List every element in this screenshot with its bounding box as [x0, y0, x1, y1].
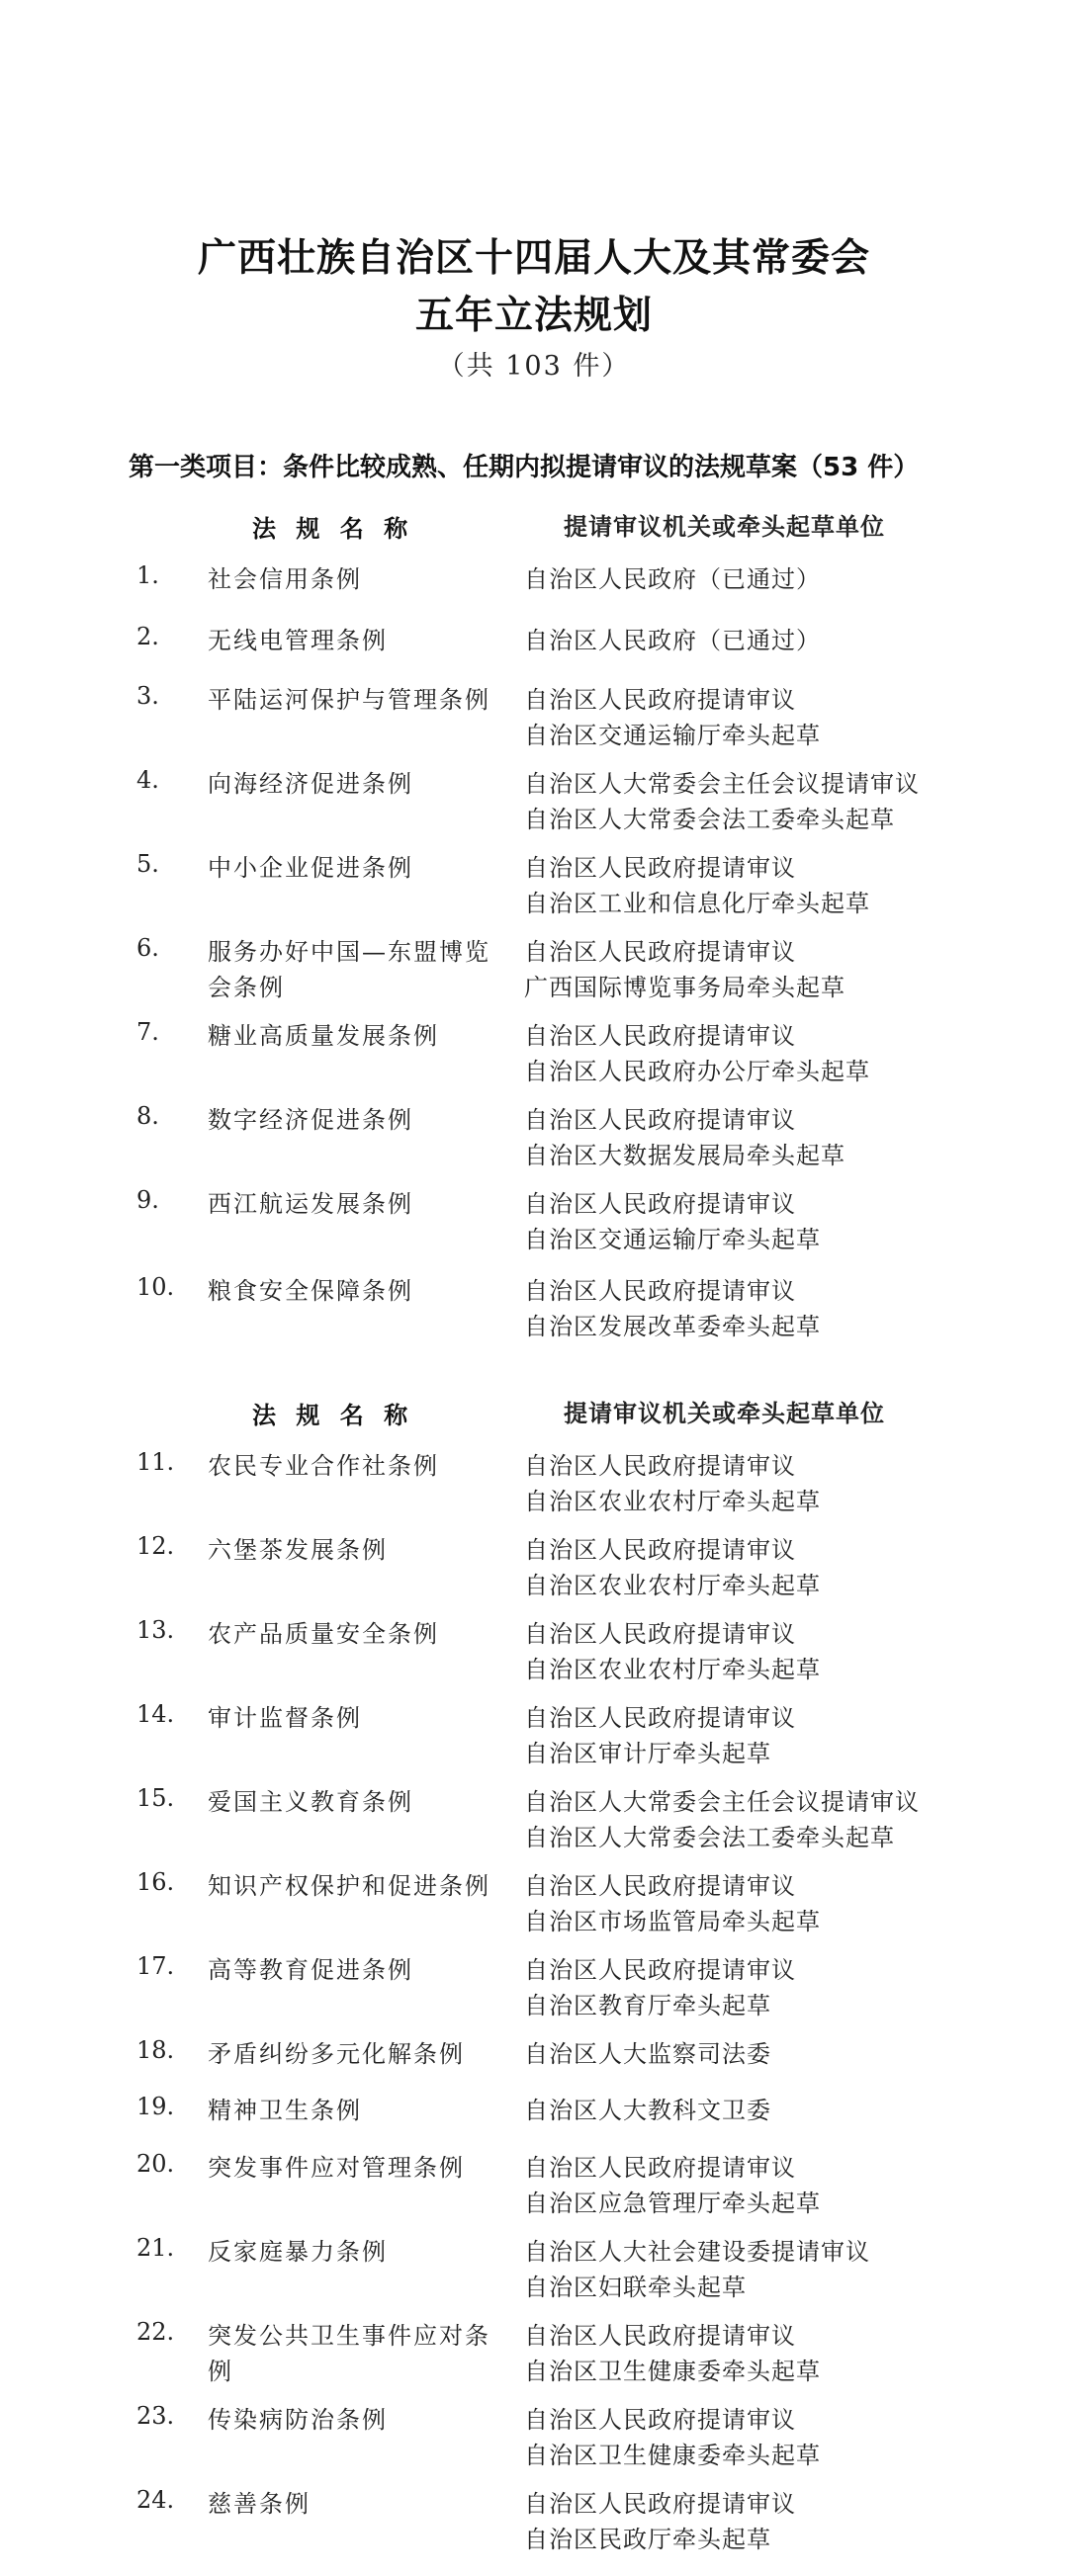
- unit-line: 自治区大数据发展局牵头起草: [524, 1142, 846, 1169]
- regulation-name: 农产品质量安全条例: [208, 1620, 439, 1648]
- unit-line: 自治区人民政府提请审议: [524, 2490, 796, 2518]
- responsible-unit: [524, 682, 989, 753]
- regulation-name: 六堡茶发展条例: [208, 1536, 388, 1564]
- responsible-unit: [524, 850, 989, 921]
- unit-line: 自治区人民政府提请审议: [524, 938, 796, 966]
- column-header-unit-repeat: 提请审议机关或牵头起草单位: [564, 1400, 885, 1427]
- regulation-name: 反家庭暴力条例: [208, 2238, 388, 2266]
- responsible-unit: [524, 766, 989, 837]
- responsible-unit: [524, 2486, 989, 2557]
- unit-line: 自治区发展改革委牵头起草: [524, 1313, 821, 1340]
- unit-line: 自治区人民政府办公厅牵头起草: [524, 1058, 870, 1085]
- regulation-name: 服务办好中国—东盟博览会条例: [208, 938, 490, 1001]
- unit-line: 自治区人大社会建设委提请审议: [524, 2238, 870, 2266]
- item-number: 11.: [136, 1448, 175, 1476]
- item-number: 12.: [136, 1532, 175, 1560]
- regulation-name: 糖业高质量发展条例: [208, 1022, 439, 1050]
- responsible-unit: [524, 1273, 989, 1344]
- column-header-name: 法 规 名 称: [252, 515, 414, 543]
- unit-line: 自治区农业农村厅牵头起草: [524, 1488, 821, 1515]
- regulation-name: 平陆运河保护与管理条例: [208, 686, 490, 714]
- regulation-name: 粮食安全保障条例: [208, 1277, 413, 1305]
- responsible-unit: [524, 2318, 989, 2389]
- unit-line: 自治区人民政府提请审议: [524, 1452, 796, 1480]
- item-number: 8.: [136, 1102, 159, 1130]
- unit-line: 自治区人大常委会主任会议提请审议: [524, 770, 920, 798]
- item-number: 16.: [136, 1868, 175, 1896]
- unit-line: 自治区人大常委会法工委牵头起草: [524, 1824, 895, 1851]
- responsible-unit: [524, 1952, 989, 2023]
- item-number: 21.: [136, 2234, 175, 2262]
- responsible-unit: [524, 1868, 989, 1939]
- regulation-name: 爱国主义教育条例: [208, 1788, 413, 1816]
- responsible-unit: [524, 1700, 989, 1771]
- responsible-unit: [524, 2093, 989, 2128]
- unit-line: 自治区农业农村厅牵头起草: [524, 1572, 821, 1599]
- responsible-unit: [524, 1784, 989, 1855]
- unit-line: 自治区应急管理厅牵头起草: [524, 2190, 821, 2217]
- unit-line: 自治区人民政府提请审议: [524, 1106, 796, 1134]
- unit-line: 自治区人民政府提请审议: [524, 1190, 796, 1218]
- unit-line: 自治区人大常委会法工委牵头起草: [524, 806, 895, 833]
- unit-line: 自治区人民政府提请审议: [524, 1277, 796, 1305]
- regulation-name: 传染病防治条例: [208, 2406, 388, 2434]
- unit-line: 自治区人大教科文卫委: [524, 2097, 771, 2124]
- responsible-unit: [524, 1102, 989, 1173]
- item-number: 13.: [136, 1616, 175, 1644]
- regulation-name: 中小企业促进条例: [208, 854, 413, 882]
- unit-line: 自治区卫生健康委牵头起草: [524, 2442, 821, 2469]
- responsible-unit: [524, 623, 989, 658]
- item-number: 9.: [136, 1186, 159, 1214]
- responsible-unit: [524, 934, 989, 1005]
- unit-line: 自治区人大监察司法委: [524, 2040, 771, 2068]
- item-number: 19.: [136, 2093, 175, 2120]
- unit-line: 自治区人民政府提请审议: [524, 1536, 796, 1564]
- item-number: 17.: [136, 1952, 175, 1980]
- unit-line: 自治区人民政府提请审议: [524, 1872, 796, 1900]
- responsible-unit: [524, 1018, 989, 1089]
- column-header-name-repeat: 法 规 名 称: [252, 1402, 414, 1429]
- unit-line: 自治区人民政府提请审议: [524, 854, 796, 882]
- category-heading: 第一类项目：条件比较成熟、任期内拟提请审议的法规草案（53 件）: [129, 453, 920, 482]
- regulation-name: 突发公共卫生事件应对条例: [208, 2322, 490, 2385]
- item-number: 4.: [136, 766, 159, 794]
- unit-line: 自治区市场监管局牵头起草: [524, 1908, 821, 1935]
- item-number: 14.: [136, 1700, 175, 1728]
- unit-line: 自治区人民政府（已通过）: [524, 627, 821, 654]
- unit-line: 自治区民政厅牵头起草: [524, 2526, 771, 2553]
- unit-line: 自治区人民政府提请审议: [524, 2406, 796, 2434]
- unit-line: 自治区审计厅牵头起草: [524, 1740, 771, 1767]
- regulation-name: 数字经济促进条例: [208, 1106, 413, 1134]
- regulation-name: 精神卫生条例: [208, 2097, 362, 2124]
- regulation-name: 突发事件应对管理条例: [208, 2154, 465, 2182]
- unit-line: 自治区交通运输厅牵头起草: [524, 722, 821, 749]
- regulation-name: 慈善条例: [208, 2490, 311, 2518]
- item-number: 5.: [136, 850, 159, 878]
- item-number: 24.: [136, 2486, 175, 2514]
- unit-line: 自治区教育厅牵头起草: [524, 1992, 771, 2019]
- item-number: 18.: [136, 2036, 175, 2064]
- unit-line: 自治区人民政府提请审议: [524, 2154, 796, 2182]
- column-header-unit: 提请审议机关或牵头起草单位: [564, 513, 885, 541]
- unit-line: 自治区交通运输厅牵头起草: [524, 1226, 821, 1253]
- unit-line: 广西国际博览事务局牵头起草: [524, 974, 846, 1001]
- unit-line: 自治区农业农村厅牵头起草: [524, 1656, 821, 1683]
- item-number: 3.: [136, 682, 159, 710]
- unit-line: 自治区工业和信息化厅牵头起草: [524, 890, 870, 917]
- regulation-name: 西江航运发展条例: [208, 1190, 413, 1218]
- responsible-unit: [524, 2036, 989, 2072]
- unit-line: 自治区人民政府提请审议: [524, 1022, 796, 1050]
- unit-line: 自治区人民政府提请审议: [524, 2322, 796, 2350]
- item-number: 7.: [136, 1018, 159, 1046]
- responsible-unit: [524, 1616, 989, 1687]
- item-number: 10.: [136, 1273, 175, 1301]
- regulation-name: 高等教育促进条例: [208, 1956, 413, 1984]
- responsible-unit: [524, 561, 989, 597]
- unit-line: 自治区人民政府提请审议: [524, 686, 796, 714]
- item-number: 23.: [136, 2402, 175, 2430]
- responsible-unit: [524, 2234, 989, 2305]
- item-number: 6.: [136, 934, 159, 962]
- regulation-name: 矛盾纠纷多元化解条例: [208, 2040, 465, 2068]
- regulation-name: 社会信用条例: [208, 565, 362, 593]
- unit-line: 自治区妇联牵头起草: [524, 2274, 747, 2301]
- item-number: 15.: [136, 1784, 175, 1812]
- unit-line: 自治区人民政府提请审议: [524, 1620, 796, 1648]
- regulation-name: 审计监督条例: [208, 1704, 362, 1732]
- item-number: 22.: [136, 2318, 175, 2346]
- item-number: 20.: [136, 2150, 175, 2178]
- unit-line: 自治区人民政府提请审议: [524, 1956, 796, 1984]
- unit-line: 自治区人大常委会主任会议提请审议: [524, 1788, 920, 1816]
- responsible-unit: [524, 2402, 989, 2473]
- unit-line: 自治区人民政府（已通过）: [524, 565, 821, 593]
- regulation-name: 农民专业合作社条例: [208, 1452, 439, 1480]
- item-count-subtitle: （共 103 件）: [437, 351, 631, 382]
- regulation-name: 无线电管理条例: [208, 627, 388, 654]
- responsible-unit: [524, 1186, 989, 1257]
- item-number: 2.: [136, 623, 159, 650]
- responsible-unit: [524, 1448, 989, 1519]
- item-number: 1.: [136, 561, 159, 589]
- regulation-name: 向海经济促进条例: [208, 770, 413, 798]
- responsible-unit: [524, 2150, 989, 2221]
- page-title-line-2: 五年立法规划: [414, 294, 653, 338]
- unit-line: 自治区卫生健康委牵头起草: [524, 2358, 821, 2385]
- unit-line: 自治区人民政府提请审议: [524, 1704, 796, 1732]
- regulation-name: 知识产权保护和促进条例: [208, 1872, 490, 1900]
- responsible-unit: [524, 1532, 989, 1603]
- page-title-line-1: 广西壮族自治区十四届人大及其常委会: [197, 236, 870, 281]
